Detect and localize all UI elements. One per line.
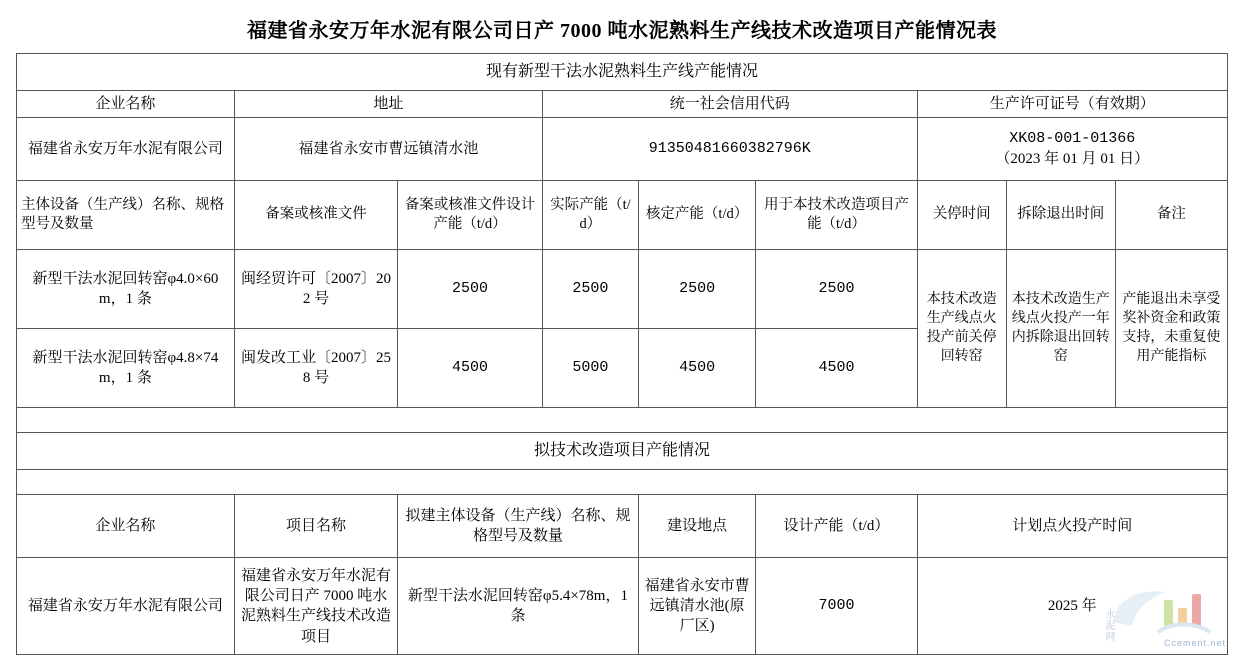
section1-equipment-header-row (17, 181, 1228, 250)
cell2-company: 福建省永安万年水泥有限公司 (17, 558, 235, 655)
cell-removal-time: 本技术改造生产线点火投产一年内拆除退出回转窑 (1006, 250, 1115, 408)
header-used-capacity: 用于本技术改造项目产能（t/d） (756, 181, 917, 250)
section1-company-header-row (17, 91, 1228, 118)
page-title: 福建省永安万年水泥有限公司日产 7000 吨水泥熟料生产线技术改造项目产能情况表 (247, 20, 997, 42)
cell2-project: 福建省永安万年水泥有限公司日产 7000 吨水泥熟料生产线技术改造项目 (234, 558, 397, 655)
table-row (17, 558, 1228, 655)
header-document: 备案或核准文件 (234, 181, 397, 250)
header-credit-code: 统一社会信用代码 (542, 91, 917, 118)
section-divider (17, 408, 1228, 433)
cell-remark: 产能退出未享受奖补资金和政策支持，未重复使用产能指标 (1115, 250, 1227, 408)
header2-equipment: 拟建主体设备（生产线）名称、规格型号及数量 (398, 495, 639, 558)
cell-used-capacity-2: 4500 (756, 329, 917, 408)
header2-location: 建设地点 (638, 495, 756, 558)
cell-document-2: 闽发改工业〔2007〕258 号 (234, 329, 397, 408)
header-actual-capacity: 实际产能（t/d） (542, 181, 638, 250)
header2-project: 项目名称 (234, 495, 397, 558)
section2-heading-row (17, 433, 1228, 470)
cell2-ignition-time: 2025 年 (917, 558, 1227, 655)
section1-heading-row (17, 54, 1228, 91)
cell-approved-capacity-1: 2500 (638, 250, 756, 329)
header2-design-capacity: 设计产能（t/d） (756, 495, 917, 558)
watermark-brand: Ccement.net (1163, 638, 1226, 648)
cell2-design-capacity: 7000 (756, 558, 917, 655)
header-company-name: 企业名称 (17, 91, 235, 118)
cell-license-validity: （2023 年 01 月 01 日） (995, 151, 1150, 168)
cell-approved-capacity-2: 4500 (638, 329, 756, 408)
header2-ignition-time: 计划点火投产时间 (917, 495, 1227, 558)
header-design-capacity: 备案或核准文件设计产能（t/d） (398, 181, 543, 250)
capacity-table (16, 53, 1228, 655)
cell-actual-capacity-2: 5000 (542, 329, 638, 408)
cell-company-name: 福建省永安万年水泥有限公司 (17, 118, 235, 181)
cell-license-no: XK08-001-01366 (1009, 130, 1136, 147)
watermark-side-text: 水泥网 (1103, 609, 1114, 642)
cell-design-capacity-2: 4500 (398, 329, 543, 408)
section1-company-row (17, 118, 1228, 181)
cell-license (917, 118, 1227, 181)
header-removal-time: 拆除退出时间 (1006, 181, 1115, 250)
cell-address: 福建省永安市曹远镇清水池 (234, 118, 542, 181)
section2-divider (17, 470, 1228, 495)
section2-heading: 拟技术改造项目产能情况 (17, 433, 1228, 470)
cell-document-1: 闽经贸许可〔2007〕202 号 (234, 250, 397, 329)
cell-shutdown-time: 本技术改造生产线点火投产前关停回转窑 (917, 250, 1006, 408)
cell2-equipment: 新型干法水泥回转窑φ5.4×78m，1 条 (398, 558, 639, 655)
section-divider-row (17, 408, 1228, 433)
section1-heading: 现有新型干法水泥熟料生产线产能情况 (17, 54, 1228, 91)
header-shutdown-time: 关停时间 (917, 181, 1006, 250)
cell-used-capacity-1: 2500 (756, 250, 917, 329)
header-approved-capacity: 核定产能（t/d） (638, 181, 756, 250)
header2-company: 企业名称 (17, 495, 235, 558)
header-license-no: 生产许可证号（有效期） (917, 91, 1227, 118)
cell-equipment-2: 新型干法水泥回转窑φ4.8×74m，1 条 (17, 329, 235, 408)
cell-equipment-1: 新型干法水泥回转窑φ4.0×60m，1 条 (17, 250, 235, 329)
cell-credit-code: 91350481660382796K (542, 118, 917, 181)
cell2-location: 福建省永安市曹远镇清水池(原厂区) (638, 558, 756, 655)
cell-design-capacity-1: 2500 (398, 250, 543, 329)
section2-header-row (17, 495, 1228, 558)
table-row (17, 250, 1228, 329)
header-remark: 备注 (1115, 181, 1227, 250)
header-address: 地址 (234, 91, 542, 118)
header-equipment-name: 主体设备（生产线）名称、规格型号及数量 (17, 181, 235, 250)
section2-divider-row (17, 470, 1228, 495)
cell-actual-capacity-1: 2500 (542, 250, 638, 329)
